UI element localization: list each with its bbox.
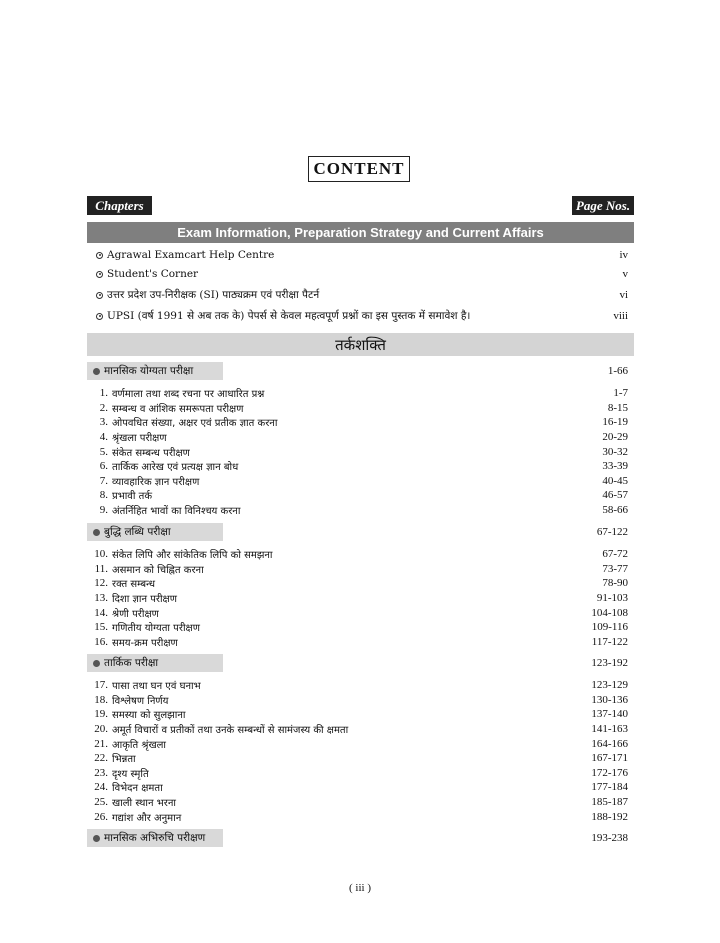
chapter-number: 18. — [94, 693, 108, 706]
chapter-pages: 58-66 — [602, 504, 628, 517]
chapter-pages: 109-116 — [591, 621, 628, 634]
chapter-title: श्रेणी परीक्षण — [112, 608, 159, 620]
chapter-number: 24. — [94, 781, 108, 794]
info-item — [96, 266, 628, 282]
chapter-pages: 16-19 — [602, 416, 628, 429]
chapter-title: संकेत सम्बन्ध परीक्षण — [112, 447, 190, 459]
chapter-title: व्यावहारिक ज्ञान परीक्षण — [112, 476, 200, 488]
chapter-pages: 78-90 — [602, 577, 628, 590]
chapter-title: असमान को चिह्नित करना — [112, 564, 204, 576]
chapter-number: 2. — [99, 401, 108, 414]
chapter-title: श्रृंखला परीक्षण — [112, 433, 167, 445]
chapter-title: दिशा ज्ञान परीक्षण — [112, 594, 177, 606]
dot-bullet-icon — [93, 660, 100, 667]
chapter-number: 21. — [94, 737, 108, 750]
chapter-number: 7. — [99, 474, 108, 487]
chapter-row — [87, 678, 628, 693]
dot-bullet-icon — [93, 529, 100, 536]
chapter-pages: 130-136 — [591, 693, 628, 706]
section-pages: 123-192 — [591, 657, 628, 669]
chapter-pages: 172-176 — [591, 766, 628, 779]
chapter-number: 22. — [94, 752, 108, 765]
info-item — [96, 308, 628, 324]
chapter-row — [87, 751, 628, 766]
chapter-row — [87, 635, 628, 650]
chapter-pages: 1-7 — [613, 387, 628, 400]
chapter-number: 17. — [94, 679, 108, 692]
chapter-number: 15. — [94, 621, 108, 634]
chapter-row — [87, 693, 628, 708]
section-title: बुद्धि लब्धि परीक्षा — [104, 526, 171, 538]
page-number-footer: ( iii ) — [349, 882, 371, 894]
chapter-title: तार्किक आरेख एवं प्रत्यक्ष ज्ञान बोध — [112, 462, 239, 474]
chapter-row — [87, 503, 628, 518]
chapter-row — [87, 474, 628, 489]
chapter-row — [87, 430, 628, 445]
section-pages: 193-238 — [591, 832, 628, 844]
chapter-title: सम्बन्ध व आंशिक समरूपता परीक्षण — [112, 403, 244, 415]
chapter-title: प्रभावी तर्क — [112, 491, 153, 503]
chapter-row — [87, 605, 628, 620]
info-item-page: iv — [619, 249, 628, 261]
section-title: मानसिक योग्यता परीक्षा — [104, 365, 194, 377]
chapter-row — [87, 415, 628, 430]
chapter-list — [87, 547, 628, 649]
chapter-title: वर्णमाला तथा शब्द रचना पर आधारित प्रश्न — [112, 389, 265, 401]
chapter-pages: 177-184 — [591, 781, 628, 794]
chapter-number: 20. — [94, 723, 108, 736]
circle-bullet-icon — [96, 252, 103, 259]
chapter-row — [87, 386, 628, 401]
dot-bullet-icon — [93, 368, 100, 375]
section-title: मानसिक अभिरुचि परीक्षण — [104, 832, 206, 844]
chapter-number: 19. — [94, 708, 108, 721]
section-pages: 1-66 — [607, 365, 628, 377]
chapter-list — [87, 678, 628, 824]
chapter-pages: 185-187 — [591, 796, 628, 809]
info-item-text: Student's Corner — [107, 268, 199, 280]
section-title: तार्किक परीक्षा — [104, 657, 159, 669]
info-item-page: viii — [613, 310, 628, 322]
section-header — [87, 829, 634, 847]
chapter-row — [87, 401, 628, 416]
chapter-pages: 73-77 — [602, 562, 628, 575]
chapter-title: आकृति श्रृंखला — [112, 739, 166, 751]
section-header — [87, 362, 634, 380]
chapter-title: समय-क्रम परीक्षण — [112, 637, 178, 649]
chapter-pages: 117-122 — [591, 635, 628, 648]
chapter-pages: 67-72 — [602, 548, 628, 561]
info-item-text: UPSI (वर्ष 1991 से अब तक के) पेपर्स से केवल महत्वपूर्ण प्रश्नों का इस पुस्तक में समावेश है। — [107, 310, 471, 322]
chapter-row — [87, 620, 628, 635]
chapter-row — [87, 576, 628, 591]
info-item — [96, 247, 628, 263]
chapter-row — [87, 707, 628, 722]
circle-bullet-icon — [96, 313, 103, 320]
chapter-title: संकेत लिपि और सांकेतिक लिपि को समझना — [112, 550, 273, 562]
section-pages: 67-122 — [596, 526, 628, 538]
chapters-header: Chapters — [87, 196, 152, 215]
chapter-number: 4. — [99, 431, 108, 444]
chapter-number: 13. — [94, 592, 108, 605]
chapter-row — [87, 722, 628, 737]
chapter-title: ओपवधित संख्या, अक्षर एवं प्रतीक ज्ञात करना — [112, 418, 278, 430]
chapter-pages: 33-39 — [602, 460, 628, 473]
chapter-number: 1. — [99, 387, 108, 400]
chapter-row — [87, 795, 628, 810]
chapter-number: 12. — [94, 577, 108, 590]
chapter-pages: 91-103 — [596, 592, 628, 605]
info-item-text: Agrawal Examcart Help Centre — [107, 249, 275, 261]
circle-bullet-icon — [96, 271, 103, 278]
chapter-row — [87, 809, 628, 824]
circle-bullet-icon — [96, 292, 103, 299]
info-item — [96, 287, 628, 303]
chapter-number: 14. — [94, 606, 108, 619]
chapter-number: 5. — [99, 445, 108, 458]
chapter-number: 23. — [94, 766, 108, 779]
chapter-title: पासा तथा घन एवं घनाभ — [112, 681, 201, 693]
chapter-title: विभेदन क्षमता — [112, 783, 163, 795]
chapter-pages: 164-166 — [591, 737, 628, 750]
chapter-pages: 167-171 — [591, 752, 628, 765]
chapter-title: गद्यांश और अनुमान — [112, 812, 182, 824]
chapter-title: भिन्नता — [112, 754, 136, 766]
dot-bullet-icon — [93, 835, 100, 842]
chapter-row — [87, 562, 628, 577]
chapter-pages: 104-108 — [591, 606, 628, 619]
chapter-title: विश्लेषण निर्णय — [112, 695, 169, 707]
chapter-title: अमूर्त विचारों व प्रतीकों तथा उनके सम्बन्धों से सामंजस्य की क्षमता — [112, 725, 349, 737]
page-nos-header: Page Nos. — [572, 196, 634, 215]
chapter-pages: 46-57 — [602, 489, 628, 502]
info-item-page: v — [622, 268, 628, 280]
chapter-row — [87, 780, 628, 795]
chapter-row — [87, 488, 628, 503]
chapter-title: खाली स्थान भरना — [112, 798, 176, 810]
chapter-pages: 137-140 — [591, 708, 628, 721]
chapter-number: 8. — [99, 489, 108, 502]
chapter-title: रक्त सम्बन्ध — [112, 579, 155, 591]
exam-info-band: Exam Information, Preparation Strategy and Current Affairs — [87, 222, 634, 243]
chapter-list — [87, 386, 628, 517]
chapter-pages: 8-15 — [607, 401, 628, 414]
chapter-number: 6. — [99, 460, 108, 473]
chapter-row — [87, 766, 628, 781]
info-item-page: vi — [619, 289, 628, 301]
chapter-title: समस्या को सुलझाना — [112, 710, 186, 722]
page-title: CONTENT — [308, 156, 410, 182]
chapter-pages: 40-45 — [602, 474, 628, 487]
section-header — [87, 654, 634, 672]
chapter-row — [87, 591, 628, 606]
chapter-row — [87, 547, 628, 562]
chapter-pages: 188-192 — [591, 810, 628, 823]
chapter-number: 16. — [94, 635, 108, 648]
chapter-number: 10. — [94, 548, 108, 561]
chapter-title: गणितीय योग्यता परीक्षण — [112, 623, 200, 635]
reasoning-band: तर्कशक्ति — [87, 333, 634, 356]
chapter-row — [87, 736, 628, 751]
chapter-pages: 141-163 — [591, 723, 628, 736]
chapter-pages: 20-29 — [602, 431, 628, 444]
chapter-number: 9. — [99, 504, 108, 517]
chapter-number: 3. — [99, 416, 108, 429]
chapter-title: अंतर्निहित भावों का विनिश्चय करना — [112, 506, 241, 518]
chapter-pages: 123-129 — [591, 679, 628, 692]
chapter-number: 11. — [94, 562, 108, 575]
chapter-title: दृश्य स्मृति — [112, 768, 149, 780]
chapter-number: 26. — [94, 810, 108, 823]
section-header — [87, 523, 634, 541]
chapter-row — [87, 444, 628, 459]
chapter-row — [87, 459, 628, 474]
info-item-text: उत्तर प्रदेश उप-निरीक्षक (SI) पाठ्यक्रम एवं परीक्षा पैटर्न — [107, 289, 320, 301]
chapter-pages: 30-32 — [602, 445, 628, 458]
chapter-number: 25. — [94, 796, 108, 809]
